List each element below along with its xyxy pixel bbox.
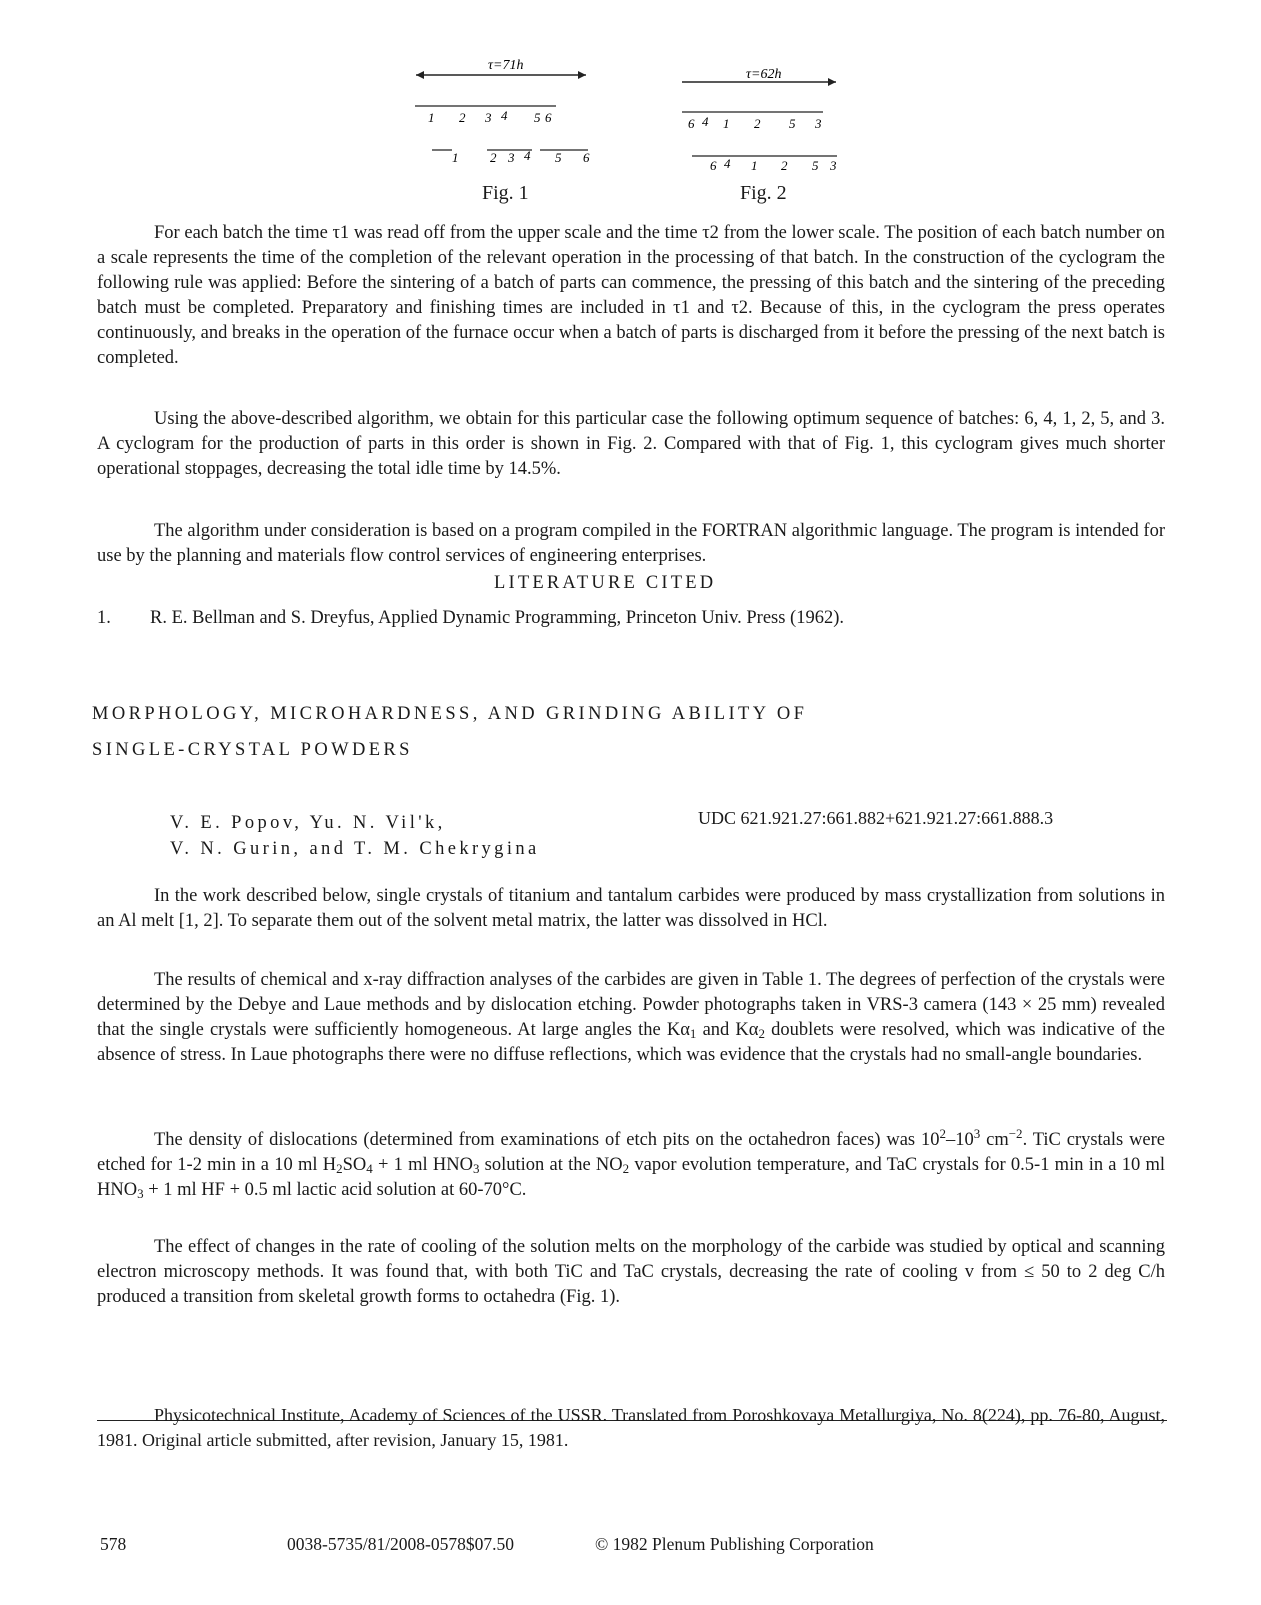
- fig2-upper-tick: 1: [723, 116, 730, 131]
- fig2-upper-tick: 2: [754, 116, 761, 131]
- figure-1: [410, 50, 610, 165]
- fig1-lower-tick: 2: [490, 150, 497, 165]
- figure-2: [680, 50, 855, 180]
- fig2-upper-tick: 3: [815, 116, 822, 131]
- fig2-upper-tick: 5: [789, 116, 796, 131]
- article-code: 0038-5735/81/2008-0578$07.50: [287, 1534, 515, 1554]
- udc-code: UDC 621.921.27:661.882+621.921.27:661.888.3: [698, 808, 1054, 828]
- fig2-lower-tick: 5: [812, 158, 819, 173]
- fig2-lower-tick: 3: [830, 158, 837, 173]
- paragraph-analyses: The results of chemical and x-ray diffraction analyses of the carbides are given in Table 1. The degrees of perfection of the crystals were determined by the Debye and Laue methods and by dislocation etching. Powder photographs taken in VRS-3 camera (143 × 25 mm) revealed that the single crystals were sufficiently homogeneous. At large angles the $K\alpha_1$ and $K\alpha_2$ doublets were resolved, which was indicative of the absence of stress. In Laue photographs there were no diffuse reflections, which was evidence that the crystals had no small-angle boundaries.: [97, 970, 1166, 1065]
- fig2-lower-tick: 1: [751, 158, 758, 173]
- copyright: © 1982 Plenum Publishing Corporation: [595, 1534, 874, 1554]
- fig1-upper-tick: 6: [545, 110, 552, 125]
- fig1-lower-tick: 3: [508, 150, 515, 165]
- figure-1-caption: Fig. 1: [482, 182, 529, 204]
- fig1-upper-tick: 4: [501, 108, 508, 123]
- fig1-lower-tick: 4: [524, 148, 531, 163]
- paragraph-cyclogram-rule: For each batch the time τ1 was read off from the upper scale and the time τ2 from the lower scale. The position of each batch number on a scale represents the time of the completion of the relevant operation in the processing of that batch. In the construction of the cyclogram the following rule was applied: Before the sintering of a batch of parts can commence, the pressing of this batch and the sintering of the preceding batch must be completed. Preparatory and finishing times are included in τ1 and τ2. Because of this, in the cyclogram the press operates continuously, and breaks in the operation of the furnace occur when a batch of parts is discharged from it before the pressing of the next batch is completed.: [97, 223, 1165, 368]
- paragraph-dislocations: The density of dislocations (determined from examinations of etch pits on the octahedron faces) was $10^2-10^3$ $cm^{-2}$. TiC crystals were etched for 1-2 min in a 10 ml $H_2SO_4 + 1$ ml $HNO_3$ solution at the $NO_2$ vapor evolution temperature, and TaC crystals for 0.5-1 min in a 10 ml $HNO_3 + 1$ ml HF + 0.5 ml lactic acid solution at 60-70°C.: [97, 1126, 1166, 1201]
- figure-1-cyclogram: [410, 50, 610, 165]
- fig1-upper-tick: 2: [459, 110, 466, 125]
- fig1-lower-tick: 5: [555, 150, 562, 165]
- figure-2-time-label: τ=62h: [746, 67, 782, 82]
- fig2-lower-tick: 2: [781, 158, 788, 173]
- fig1-lower-tick: 6: [583, 150, 590, 165]
- fig1-upper-tick: 3: [485, 110, 492, 125]
- authors: [170, 810, 540, 862]
- page-number: 578: [100, 1534, 127, 1554]
- fig1-lower-tick: 1: [452, 150, 459, 165]
- fig1-upper-tick: 1: [428, 110, 435, 125]
- fig2-lower-tick: 6: [710, 158, 717, 173]
- paragraph-fortran-program: The algorithm under consideration is based on a program compiled in the FORTRAN algorithmic language. The program is intended for use by the planning and materials flow control services of engineering enterprises.: [97, 521, 1165, 566]
- paragraph-crystal-production: In the work described below, single crystals of titanium and tantalum carbides were produced by mass crystallization from solutions in an Al melt [1, 2]. To separate them out of the solvent metal matrix, the latter was dissolved in HCl.: [97, 886, 1165, 931]
- reference-text: R. E. Bellman and S. Dreyfus, Applied Dynamic Programming, Princeton Univ. Press (1962).: [150, 608, 845, 628]
- fig1-upper-tick: 5: [534, 110, 541, 125]
- literature-heading: LITERATURE CITED: [494, 573, 717, 593]
- fig2-upper-tick: 4: [702, 114, 709, 129]
- fig2-upper-tick: 6: [688, 116, 695, 131]
- paragraph-optimum-sequence: Using the above-described algorithm, we obtain for this particular case the following optimum sequence of batches: 6, 4, 1, 2, 5, and 3. A cyclogram for the production of parts in this order is shown in Fig. 2. Compared with that of Fig. 1, this cyclogram gives much shorter operational stoppages, decreasing the total idle time by 14.5%.: [97, 409, 1165, 479]
- fig2-lower-tick: 4: [724, 156, 731, 171]
- figure-1-time-label: τ=71h: [488, 58, 524, 73]
- article-title-line-1: MORPHOLOGY, MICROHARDNESS, AND GRINDING ABILITY OF: [92, 704, 808, 724]
- paragraph-cooling-rate: The effect of changes in the rate of cooling of the solution melts on the morphology of the carbide was studied by optical and scanning electron microscopy methods. It was found that, with both TiC and TaC crystals, decreasing the rate of cooling v from ≤ 50 to 2 deg C/h produced a transition from skeletal growth forms to octahedra (Fig. 1).: [97, 1237, 1165, 1307]
- authors-line-1: V. E. Popov, Yu. N. Vil'k,: [170, 813, 446, 833]
- footnote: Physicotechnical Institute, Academy of Sciences of the USSR. Translated from Poroshkovaya Metallurgiya, No. 8(224), pp. 76-80, August, 1981. Original article submitted, after revision, January 15, 1981.: [97, 1405, 1165, 1450]
- figure-2-cyclogram: [680, 50, 855, 175]
- reference-number: 1.: [97, 608, 111, 628]
- article-title-line-2: SINGLE-CRYSTAL POWDERS: [92, 740, 413, 760]
- figure-2-caption: Fig. 2: [740, 182, 787, 204]
- authors-line-2: V. N. Gurin, and T. M. Chekrygina: [170, 839, 540, 859]
